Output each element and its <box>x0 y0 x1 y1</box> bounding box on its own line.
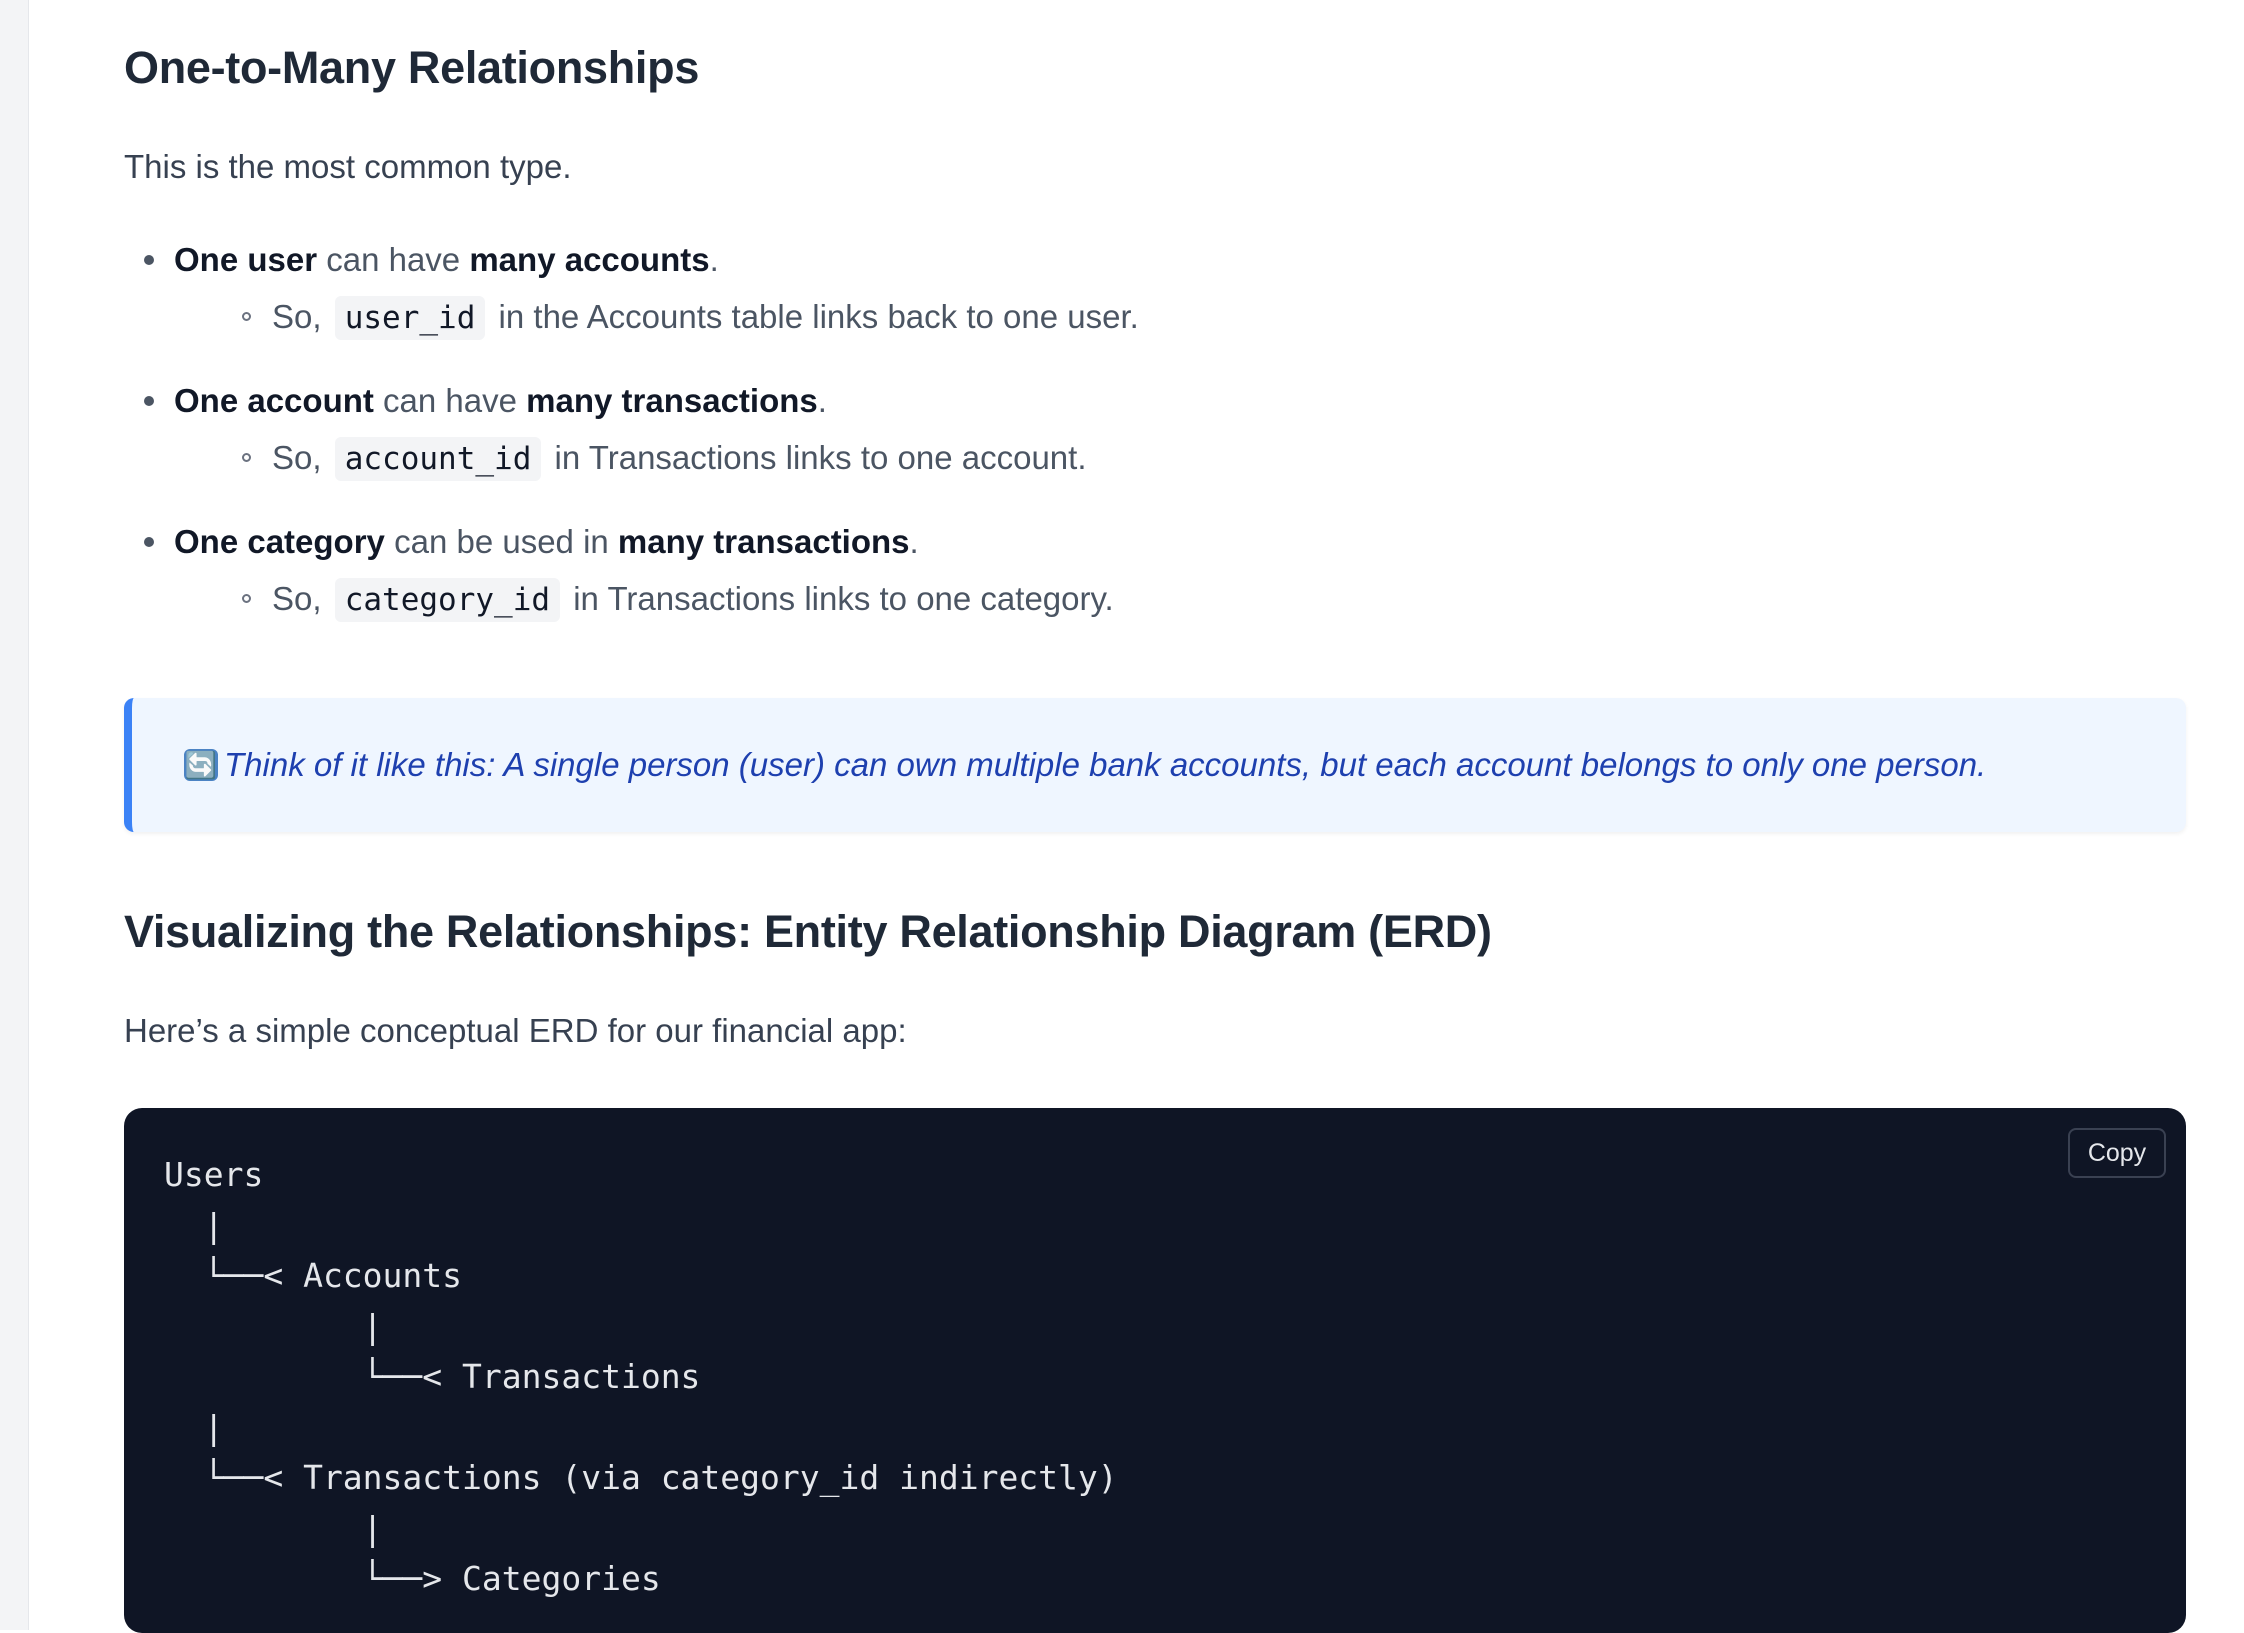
list-item <box>124 235 2024 344</box>
relationship-statement <box>174 235 2024 285</box>
callout-text: Think of it like this: A single person (user) can own multiple bank accounts, but each account belongs to only one person. <box>224 746 1987 783</box>
relationship-statement <box>174 517 2024 567</box>
relationship-subject: One account <box>174 382 374 419</box>
code-content[interactable]: Users | └──< Accounts | └──< Transactions | └──< Transactions (via category_id indirectly) | └──> Categories <box>164 1155 1118 1598</box>
bullet-icon <box>144 396 154 406</box>
detail-prefix: So, <box>272 298 322 335</box>
bullet-icon <box>144 537 154 547</box>
callout-blockquote <box>124 698 2186 832</box>
relationship-end: . <box>909 523 919 560</box>
relationship-end: . <box>709 241 719 278</box>
detail-suffix: in the Accounts table links back to one user. <box>498 298 1139 335</box>
list-item <box>124 517 2024 626</box>
bullet-icon <box>144 255 154 265</box>
relationship-object: many transactions <box>526 382 818 419</box>
sub-bullet-icon <box>242 312 251 321</box>
section-heading-one-to-many: One-to-Many Relationships <box>124 42 700 93</box>
relationship-object: many transactions <box>617 523 910 560</box>
left-sidebar-edge <box>0 0 29 1630</box>
relationship-statement <box>174 376 2024 426</box>
detail-prefix: So, <box>272 439 322 476</box>
relationship-verb: can have <box>317 241 470 278</box>
inline-code-account-id: account_id <box>335 437 542 481</box>
relationship-list <box>124 235 2024 658</box>
relationship-end: . <box>817 382 827 419</box>
section-heading-erd: Visualizing the Relationships: Entity Relationship Diagram (ERD) <box>124 906 1492 957</box>
relationship-object: many accounts <box>469 241 710 278</box>
intro-paragraph: This is the most common type. <box>124 148 572 185</box>
code-block <box>124 1108 2186 1633</box>
relationship-detail <box>174 432 2024 485</box>
detail-prefix: So, <box>272 580 322 617</box>
relationship-detail <box>174 573 2024 626</box>
erd-intro-paragraph: Here’s a simple conceptual ERD for our financial app: <box>124 1012 907 1049</box>
detail-suffix: in Transactions links to one category. <box>573 580 1114 617</box>
sub-bullet-icon <box>242 594 251 603</box>
relationship-subject: One category <box>174 523 385 560</box>
detail-suffix: in Transactions links to one account. <box>554 439 1087 476</box>
relationship-detail <box>174 291 2024 344</box>
copy-button[interactable]: Copy <box>2068 1128 2166 1178</box>
inline-code-category-id: category_id <box>335 578 560 622</box>
relationship-verb: can have <box>373 382 527 419</box>
relationship-verb: can be used in <box>384 523 618 560</box>
inline-code-user-id: user_id <box>335 296 486 340</box>
sub-bullet-icon <box>242 453 251 462</box>
refresh-icon: 🔄 <box>184 750 218 780</box>
list-item <box>124 376 2024 485</box>
relationship-subject: One user <box>174 241 318 278</box>
